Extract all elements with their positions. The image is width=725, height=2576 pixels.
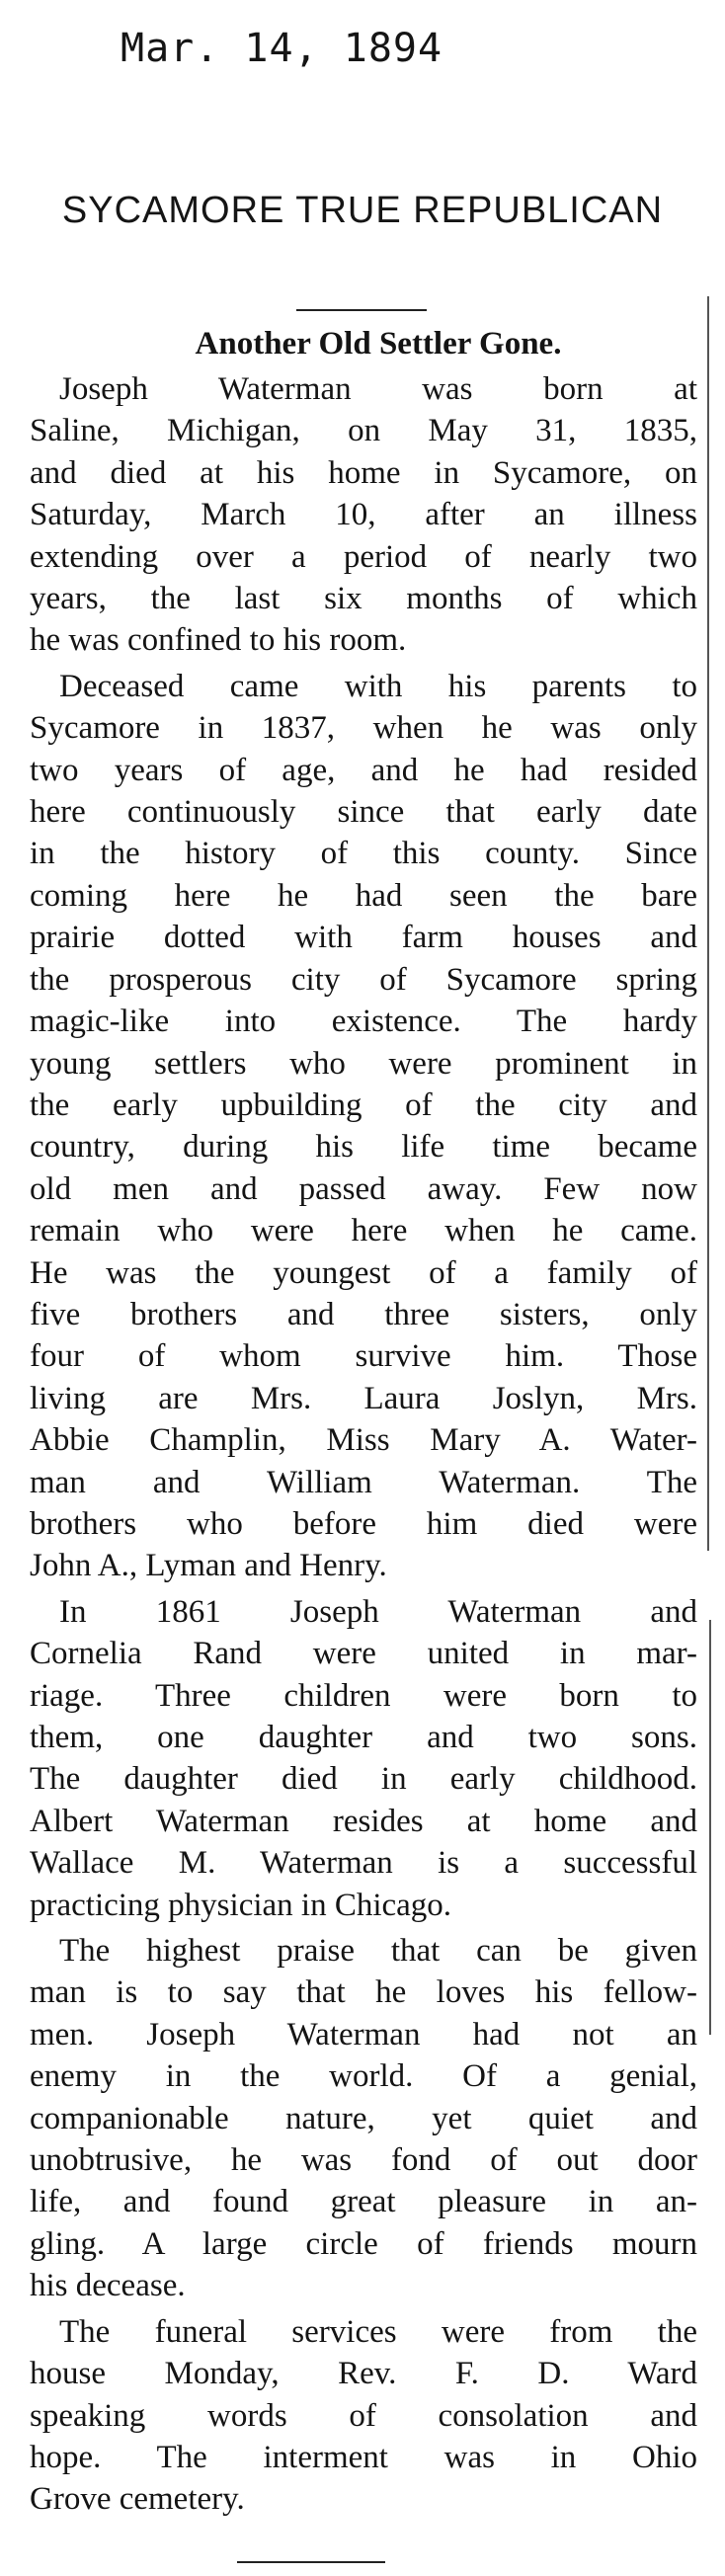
text-line: men. Joseph Waterman had not an [30, 2016, 697, 2053]
clipping-date: Mar. 14, 1894 [121, 26, 443, 71]
text-line: old men and passed away. Few now [30, 1170, 697, 1207]
text-line: in the history of this county. Since [30, 836, 697, 872]
text-line: four of whom survive him. Those [30, 1338, 697, 1375]
column-edge-mark [709, 1620, 711, 2035]
text-line: Albert Waterman resides at home and [30, 1803, 697, 1839]
text-line: here continuously since that early date [30, 794, 697, 831]
headline-divider-top [296, 309, 427, 311]
text-line: Cornelia Rand were united in mar- [30, 1636, 697, 1672]
text-line: prairie dotted with farm houses and [30, 920, 697, 956]
text-line: the prosperous city of Sycamore spring [30, 961, 697, 998]
text-line: practicing physician in Chicago. [30, 1887, 452, 1923]
text-line: The highest praise that can be given [59, 1933, 697, 1970]
text-line: extending over a period of nearly two [30, 538, 697, 575]
text-line: five brothers and three sisters, only [30, 1296, 697, 1332]
text-line: Saturday, March 10, after an illness [30, 497, 697, 533]
text-line: Joseph Waterman was born at [59, 371, 697, 407]
text-line: them, one daughter and two sons. [30, 1720, 697, 1755]
text-line: young settlers who were prominent in [30, 1045, 697, 1082]
text-line: Sycamore in 1837, when he was only [30, 710, 697, 747]
text-line: country, during his life time became [30, 1129, 697, 1166]
newspaper-name: SYCAMORE TRUE REPUBLICAN [61, 190, 664, 231]
text-line: magic-like into existence. The hardy [30, 1004, 697, 1040]
paragraph-funeral [30, 2311, 697, 2521]
paragraph-birth-death [30, 368, 697, 662]
text-line: companionable nature, yet quiet and [30, 2100, 697, 2136]
text-line: coming here he had seen the bare [30, 877, 697, 914]
text-line: life, and found great pleasure in an- [30, 2184, 697, 2220]
text-line: The funeral services were from the [59, 2313, 697, 2350]
text-line: years, the last six months of which [30, 581, 697, 617]
obituary-article [30, 322, 697, 2521]
text-line: John A., Lyman and Henry. [30, 1548, 387, 1584]
text-line: two years of age, and he had resided [30, 752, 697, 788]
text-line: man and William Waterman. The [30, 1464, 697, 1500]
text-line: house Monday, Rev. F. D. Ward [30, 2356, 697, 2392]
text-line: riage. Three children were born to [30, 1677, 697, 1714]
text-line: brothers who before him died were [30, 1505, 697, 1542]
article-end-divider [237, 2561, 385, 2563]
text-line: Abbie Champlin, Miss Mary A. Water- [30, 1422, 697, 1459]
text-line: Deceased came with his parents to [59, 668, 697, 704]
text-line: and died at his home in Sycamore, on [30, 454, 697, 491]
text-line: In 1861 Joseph Waterman and [59, 1593, 697, 1630]
text-line: hope. The interment was in Ohio [30, 2439, 697, 2475]
paragraph-marriage [30, 1591, 697, 1926]
text-line: Saline, Michigan, on May 31, 1835, [30, 413, 697, 449]
text-line: Wallace M. Waterman is a successful [30, 1845, 697, 1882]
article-headline: Another Old Settler Gone. [195, 326, 562, 362]
text-line: enemy in the world. Of a genial, [30, 2058, 697, 2095]
text-line: Grove cemetery. [30, 2481, 245, 2518]
text-line: he was confined to his room. [30, 622, 407, 659]
text-line: speaking words of consolation and [30, 2397, 697, 2434]
text-line: living are Mrs. Laura Joslyn, Mrs. [30, 1380, 697, 1416]
text-line: his decease. [30, 2268, 186, 2304]
text-line: gling. A large circle of friends mourn [30, 2225, 697, 2262]
text-line: unobtrusive, he was fond of out door [30, 2142, 697, 2179]
text-line: remain who were here when he came. [30, 1213, 697, 1249]
column-edge-mark [707, 296, 709, 1551]
paragraph-history [30, 666, 697, 1587]
text-line: the early upbuilding of the city and [30, 1087, 697, 1123]
text-line: The daughter died in early childhood. [30, 1761, 697, 1798]
text-line: He was the youngest of a family of [30, 1254, 697, 1291]
paragraph-character [30, 1930, 697, 2307]
text-line: man is to say that he loves his fellow- [30, 1974, 697, 2011]
